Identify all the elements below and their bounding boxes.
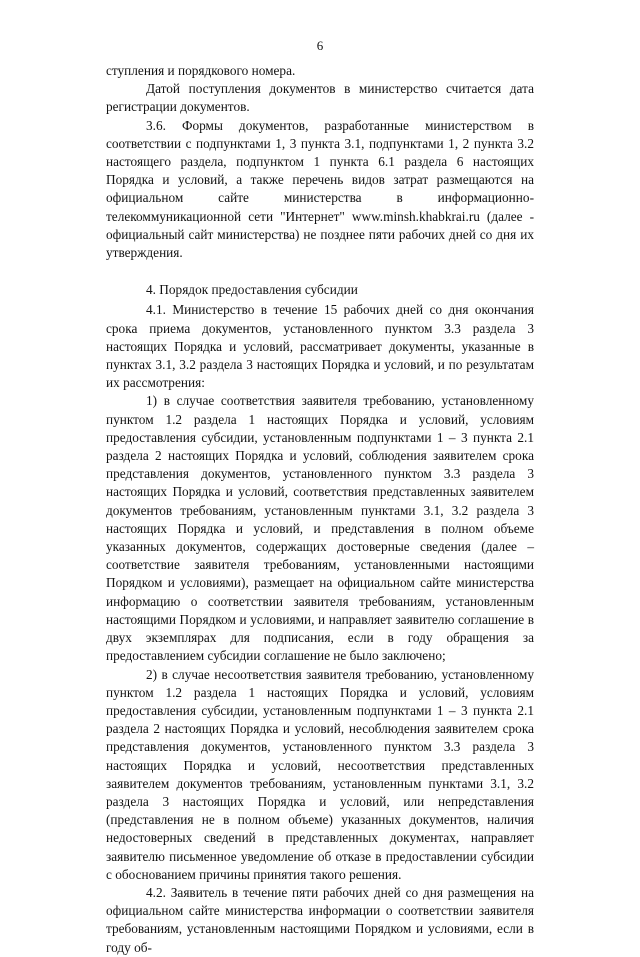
section-heading: 4. Порядок предоставления субсидии xyxy=(146,282,358,298)
paragraph-registration-date: Датой поступления документов в министерство считается дата регистрации документов. xyxy=(106,81,534,115)
paragraph-4-1: 4.1. Министерство в течение 15 рабочих дней со дня окончания срока приема документов, установленного пунктом 3.3 раздела 3 настоящих Порядка и условий, рассматривает документы, указанные в пунктах 3.1, 3.2 раздела 3 настоящих Порядка и условий, и по результатам их рассмотрения: xyxy=(106,302,534,391)
document-body xyxy=(106,62,534,957)
paragraph-continuation: ступления и порядкового номера. xyxy=(106,63,296,78)
page-number: 6 xyxy=(316,38,324,53)
paragraph-3-6: 3.6. Формы документов, разработанные министерством в соответствии с подпунктами 1, 3 пункта 3.1, подпунктами 1, 2 пункта 3.2 настоящего раздела, подпунктом 1 пункта 6.1 раздела 6 настоящих Порядка и условий, а также перечень видов затрат размещаются на официальном сайте министерства в информационно-телекоммуникационной сети "Интернет" www.minsh.khabkrai.ru (далее - официальный сайт министерства) не позднее пяти рабочих дней со дня их утверждения. xyxy=(106,117,534,261)
paragraph-item-1: 1) в случае соответствия заявителя требованию, установленному пунктом 1.2 раздела 1 настоящих Порядка и условий, условиям предоставления субсидии, установленным подпунктами 1 – 3 пункта 2.1 раздела 2 настоящих Порядка и условий, соблюдения заявителем срока представления документов, установленного пунктом 3.3 раздела 3 настоящих Порядка и условий, соответствия представленных заявителем документов требованиям, установленным пунктами 3.1, 3.2 раздела 3 настоящих Порядка и условий, и представления в полном объеме указанных документов, содержащих достоверные сведения (далее – соответствие заявителя требованиям, установленными настоящими Порядком и условиями), размещает на официальном сайте министерства информацию о соответствии заявителя требованиям, установленным настоящими Порядком и условиями, и направляет заявителю соглашение в двух экземплярах для подписания, если в году обращения за предоставлением субсидии соглашение не было заключено; xyxy=(106,393,534,664)
paragraph-item-2: 2) в случае несоответствия заявителя требованию, установленному пунктом 1.2 раздела 1 настоящих Порядка и условий, условиям предоставления субсидии, установленным подпунктами 1 – 3 пункта 2.1 раздела 2 настоящих Порядка и условий, несоблюдения заявителем срока представления документов, установленного пунктом 3.3 раздела 3 настоящих Порядка и условий, несоответствия представленных заявителем документов требованиям, установленным пунктами 3.1, 3.2 раздела 3 настоящих Порядка и условий, или непредставления (представления не в полном объеме) указанных документов, наличия недостоверных сведений в представленных документах, направляет заявителю письменное уведомление об отказе в предоставлении субсидии с обоснованием причины принятия такого решения. xyxy=(106,666,534,882)
paragraph-4-2: 4.2. Заявитель в течение пяти рабочих дней со дня размещения на официальном сайте министерства информации о соответствии заявителя требованиям, установленным настоящими Порядком и условиями, если в году об- xyxy=(106,884,534,955)
